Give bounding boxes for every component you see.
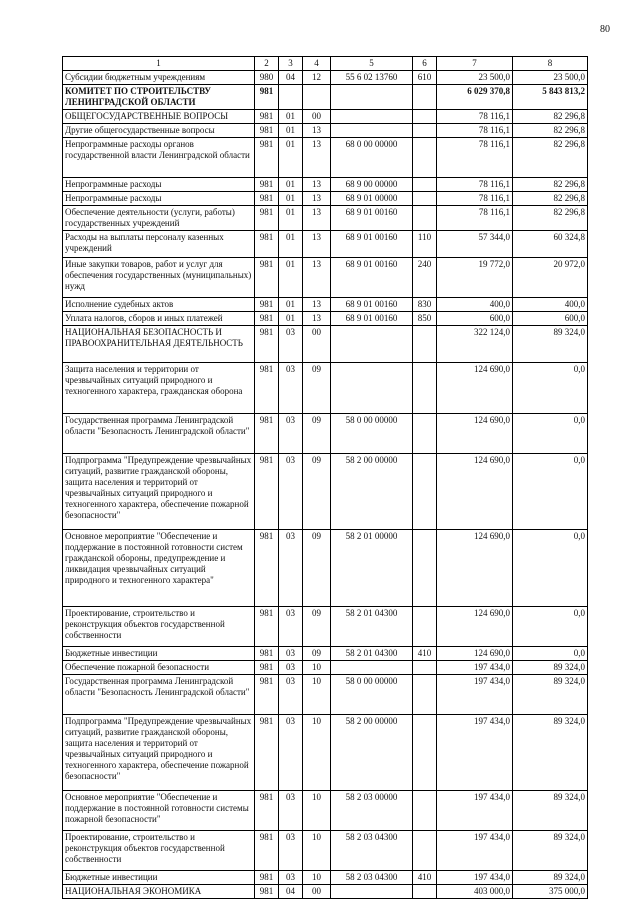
table-row (63, 885, 588, 899)
table-row (63, 71, 588, 85)
subsection-code-cell: 13 (303, 231, 331, 258)
subsection-code-cell: 00 (303, 326, 331, 363)
amount-year2-cell: 400,0 (513, 298, 588, 312)
subsection-code-cell: 13 (303, 192, 331, 206)
subsection-code-cell: 13 (303, 138, 331, 178)
subsection-code-cell: 09 (303, 607, 331, 647)
subsection-code-cell: 10 (303, 715, 331, 791)
table-row (63, 871, 588, 885)
row-name-cell: Непрограммные расходы (63, 178, 255, 192)
row-name-cell: Основное мероприятие "Обеспечение и поддержание в постоянной готовности системы пожарной безопасности" (63, 791, 255, 831)
ministry-code-cell: 981 (255, 607, 279, 647)
amount-year2-cell: 0,0 (513, 647, 588, 661)
column-header: 7 (437, 57, 513, 71)
row-name-cell: Бюджетные инвестиции (63, 871, 255, 885)
subsection-code-cell: 09 (303, 647, 331, 661)
section-code-cell: 01 (279, 258, 303, 298)
ministry-code-cell: 981 (255, 85, 279, 110)
section-code-cell: 03 (279, 831, 303, 871)
row-name-cell: Расходы на выплаты персоналу казенных учреждений (63, 231, 255, 258)
ministry-code-cell: 981 (255, 298, 279, 312)
amount-year2-cell: 0,0 (513, 530, 588, 607)
amount-year2-cell: 89 324,0 (513, 661, 588, 675)
subsection-code-cell: 09 (303, 363, 331, 414)
section-code-cell: 03 (279, 414, 303, 454)
subsection-code-cell: 10 (303, 675, 331, 715)
amount-year1-cell: 197 434,0 (437, 715, 513, 791)
target-code-cell: 58 2 03 00000 (331, 791, 413, 831)
amount-year1-cell: 197 434,0 (437, 871, 513, 885)
table-row (63, 124, 588, 138)
expense-type-cell (413, 454, 437, 530)
expense-type-cell: 240 (413, 258, 437, 298)
table-row (63, 178, 588, 192)
target-code-cell: 68 9 01 00160 (331, 298, 413, 312)
table-row (63, 661, 588, 675)
target-code-cell (331, 85, 413, 110)
amount-year2-cell: 89 324,0 (513, 871, 588, 885)
expense-type-cell (413, 178, 437, 192)
row-name-cell: Подпрограмма "Предупреждение чрезвычайных ситуаций, развитие гражданской обороны, защита населения и территорий от чрезвычайных ситуаций природного и техногенного характера, обеспечение пожарной безопасности" (63, 454, 255, 530)
column-header: 4 (303, 57, 331, 71)
section-code-cell: 03 (279, 607, 303, 647)
target-code-cell: 58 0 00 00000 (331, 414, 413, 454)
row-name-cell: Основное мероприятие "Обеспечение и поддержание в постоянной готовности систем гражданской обороны, предупреждение и ликвидация чрезвычайных ситуаций природного и техногенного характера" (63, 530, 255, 607)
row-name-cell: Проектирование, строительство и реконструкция объектов государственной собственности (63, 607, 255, 647)
ministry-code-cell: 981 (255, 178, 279, 192)
section-code-cell: 03 (279, 675, 303, 715)
amount-year2-cell: 0,0 (513, 454, 588, 530)
section-code-cell: 01 (279, 192, 303, 206)
row-name-cell: Непрограммные расходы (63, 192, 255, 206)
table-row (63, 831, 588, 871)
amount-year2-cell: 89 324,0 (513, 675, 588, 715)
subsection-code-cell: 13 (303, 312, 331, 326)
target-code-cell (331, 110, 413, 124)
budget-table (62, 56, 588, 899)
row-name-cell: Уплата налогов, сборов и иных платежей (63, 312, 255, 326)
table-row (63, 231, 588, 258)
ministry-code-cell: 981 (255, 661, 279, 675)
target-code-cell: 68 9 01 00160 (331, 231, 413, 258)
ministry-code-cell: 981 (255, 647, 279, 661)
amount-year1-cell: 124 690,0 (437, 530, 513, 607)
ministry-code-cell: 981 (255, 110, 279, 124)
amount-year1-cell: 322 124,0 (437, 326, 513, 363)
target-code-cell (331, 661, 413, 675)
amount-year1-cell: 124 690,0 (437, 454, 513, 530)
table-row (63, 647, 588, 661)
target-code-cell: 68 9 01 00000 (331, 192, 413, 206)
expense-type-cell: 850 (413, 312, 437, 326)
column-header: 3 (279, 57, 303, 71)
expense-type-cell: 410 (413, 871, 437, 885)
section-code-cell: 03 (279, 661, 303, 675)
amount-year1-cell: 197 434,0 (437, 675, 513, 715)
target-code-cell (331, 124, 413, 138)
row-name-cell: НАЦИОНАЛЬНАЯ БЕЗОПАСНОСТЬ И ПРАВООХРАНИТЕЛЬНАЯ ДЕЯТЕЛЬНОСТЬ (63, 326, 255, 363)
subsection-code-cell: 12 (303, 71, 331, 85)
amount-year1-cell: 78 116,1 (437, 178, 513, 192)
row-name-cell: Обеспечение пожарной безопасности (63, 661, 255, 675)
row-name-cell: Защита населения и территории от чрезвычайных ситуаций природного и техногенного характера, гражданская оборона (63, 363, 255, 414)
amount-year2-cell: 600,0 (513, 312, 588, 326)
row-name-cell: Государственная программа Ленинградской области "Безопасность Ленинградской области" (63, 414, 255, 454)
amount-year1-cell: 197 434,0 (437, 661, 513, 675)
target-code-cell (331, 326, 413, 363)
row-name-cell: КОМИТЕТ ПО СТРОИТЕЛЬСТВУ ЛЕНИНГРАДСКОЙ ОБЛАСТИ (63, 85, 255, 110)
table-row (63, 85, 588, 110)
table-row (63, 715, 588, 791)
expense-type-cell (413, 326, 437, 363)
table-row (63, 414, 588, 454)
table-row (63, 454, 588, 530)
ministry-code-cell: 981 (255, 258, 279, 298)
amount-year1-cell: 19 772,0 (437, 258, 513, 298)
subsection-code-cell: 13 (303, 206, 331, 231)
amount-year2-cell: 60 324,8 (513, 231, 588, 258)
expense-type-cell (413, 414, 437, 454)
target-code-cell: 68 9 01 00160 (331, 312, 413, 326)
section-code-cell: 04 (279, 71, 303, 85)
table-row (63, 530, 588, 607)
ministry-code-cell: 981 (255, 454, 279, 530)
section-code-cell: 03 (279, 715, 303, 791)
subsection-code-cell: 09 (303, 454, 331, 530)
ministry-code-cell: 981 (255, 192, 279, 206)
expense-type-cell: 610 (413, 71, 437, 85)
section-code-cell: 03 (279, 647, 303, 661)
amount-year1-cell: 124 690,0 (437, 414, 513, 454)
row-name-cell: Государственная программа Ленинградской области "Безопасность Ленинградской области" (63, 675, 255, 715)
target-code-cell: 58 2 01 04300 (331, 647, 413, 661)
ministry-code-cell: 981 (255, 791, 279, 831)
ministry-code-cell: 980 (255, 71, 279, 85)
amount-year2-cell: 0,0 (513, 363, 588, 414)
amount-year2-cell: 82 296,8 (513, 124, 588, 138)
table-row (63, 675, 588, 715)
amount-year2-cell: 82 296,8 (513, 192, 588, 206)
row-name-cell: Обеспечение деятельности (услуги, работы) государственных учреждений (63, 206, 255, 231)
table-row (63, 192, 588, 206)
amount-year1-cell: 78 116,1 (437, 206, 513, 231)
section-code-cell: 03 (279, 530, 303, 607)
amount-year1-cell: 124 690,0 (437, 647, 513, 661)
table-row (63, 206, 588, 231)
expense-type-cell (413, 831, 437, 871)
amount-year1-cell: 78 116,1 (437, 138, 513, 178)
expense-type-cell (413, 206, 437, 231)
section-code-cell: 03 (279, 326, 303, 363)
column-header: 8 (513, 57, 588, 71)
ministry-code-cell: 981 (255, 715, 279, 791)
column-header: 6 (413, 57, 437, 71)
subsection-code-cell: 00 (303, 110, 331, 124)
expense-type-cell (413, 607, 437, 647)
section-code-cell: 03 (279, 454, 303, 530)
amount-year1-cell: 57 344,0 (437, 231, 513, 258)
ministry-code-cell: 981 (255, 414, 279, 454)
section-code-cell (279, 85, 303, 110)
ministry-code-cell: 981 (255, 363, 279, 414)
amount-year1-cell: 600,0 (437, 312, 513, 326)
subsection-code-cell: 13 (303, 258, 331, 298)
target-code-cell: 58 2 03 04300 (331, 871, 413, 885)
ministry-code-cell: 981 (255, 675, 279, 715)
amount-year2-cell: 82 296,8 (513, 110, 588, 124)
row-name-cell: Другие общегосударственные вопросы (63, 124, 255, 138)
amount-year1-cell: 124 690,0 (437, 607, 513, 647)
amount-year1-cell: 197 434,0 (437, 791, 513, 831)
subsection-code-cell (303, 85, 331, 110)
section-code-cell: 01 (279, 178, 303, 192)
subsection-code-cell: 10 (303, 661, 331, 675)
row-name-cell: Подпрограмма "Предупреждение чрезвычайных ситуаций, развитие гражданской обороны, защита населения и территорий от чрезвычайных ситуаций природного и техногенного характера, обеспечение пожарной безопасности" (63, 715, 255, 791)
target-code-cell: 58 2 00 00000 (331, 454, 413, 530)
ministry-code-cell: 981 (255, 885, 279, 899)
amount-year1-cell: 78 116,1 (437, 110, 513, 124)
subsection-code-cell: 10 (303, 831, 331, 871)
amount-year2-cell: 375 000,0 (513, 885, 588, 899)
table-row (63, 607, 588, 647)
target-code-cell (331, 885, 413, 899)
table-row (63, 326, 588, 363)
ministry-code-cell: 981 (255, 231, 279, 258)
amount-year2-cell: 82 296,8 (513, 206, 588, 231)
ministry-code-cell: 981 (255, 831, 279, 871)
expense-type-cell (413, 661, 437, 675)
amount-year2-cell: 0,0 (513, 414, 588, 454)
subsection-code-cell: 09 (303, 414, 331, 454)
amount-year2-cell: 89 324,0 (513, 791, 588, 831)
ministry-code-cell: 981 (255, 871, 279, 885)
section-code-cell: 03 (279, 871, 303, 885)
table-row (63, 298, 588, 312)
ministry-code-cell: 981 (255, 312, 279, 326)
table-row (63, 110, 588, 124)
amount-year2-cell: 82 296,8 (513, 178, 588, 192)
amount-year1-cell: 197 434,0 (437, 831, 513, 871)
row-name-cell: Субсидии бюджетным учреждениям (63, 71, 255, 85)
subsection-code-cell: 10 (303, 871, 331, 885)
amount-year2-cell: 82 296,8 (513, 138, 588, 178)
subsection-code-cell: 13 (303, 298, 331, 312)
section-code-cell: 01 (279, 206, 303, 231)
expense-type-cell: 410 (413, 647, 437, 661)
row-name-cell: Проектирование, строительство и реконструкция объектов государственной собственности (63, 831, 255, 871)
expense-type-cell (413, 715, 437, 791)
expense-type-cell (413, 124, 437, 138)
table-row (63, 363, 588, 414)
amount-year2-cell: 89 324,0 (513, 326, 588, 363)
section-code-cell: 01 (279, 231, 303, 258)
subsection-code-cell: 10 (303, 791, 331, 831)
column-header: 5 (331, 57, 413, 71)
section-code-cell: 01 (279, 110, 303, 124)
amount-year1-cell: 124 690,0 (437, 363, 513, 414)
amount-year1-cell: 78 116,1 (437, 192, 513, 206)
target-code-cell: 58 0 00 00000 (331, 675, 413, 715)
page-number: 80 (600, 24, 610, 35)
ministry-code-cell: 981 (255, 138, 279, 178)
target-code-cell: 58 2 03 04300 (331, 831, 413, 871)
amount-year2-cell: 23 500,0 (513, 71, 588, 85)
subsection-code-cell: 00 (303, 885, 331, 899)
row-name-cell: Бюджетные инвестиции (63, 647, 255, 661)
section-code-cell: 03 (279, 363, 303, 414)
column-number-row (63, 57, 588, 71)
section-code-cell: 01 (279, 124, 303, 138)
expense-type-cell (413, 791, 437, 831)
target-code-cell: 55 6 02 13760 (331, 71, 413, 85)
ministry-code-cell: 981 (255, 124, 279, 138)
row-name-cell: Непрограммные расходы органов государственной власти Ленинградской области (63, 138, 255, 178)
table-row (63, 138, 588, 178)
section-code-cell: 03 (279, 791, 303, 831)
expense-type-cell (413, 138, 437, 178)
expense-type-cell (413, 363, 437, 414)
amount-year2-cell: 0,0 (513, 607, 588, 647)
expense-type-cell (413, 885, 437, 899)
amount-year1-cell: 6 029 370,8 (437, 85, 513, 110)
table-row (63, 791, 588, 831)
amount-year2-cell: 5 843 813,2 (513, 85, 588, 110)
amount-year1-cell: 403 000,0 (437, 885, 513, 899)
amount-year1-cell: 400,0 (437, 298, 513, 312)
target-code-cell: 68 9 00 00000 (331, 178, 413, 192)
target-code-cell: 58 2 00 00000 (331, 715, 413, 791)
amount-year1-cell: 78 116,1 (437, 124, 513, 138)
amount-year2-cell: 89 324,0 (513, 715, 588, 791)
target-code-cell: 58 2 01 00000 (331, 530, 413, 607)
row-name-cell: НАЦИОНАЛЬНАЯ ЭКОНОМИКА (63, 885, 255, 899)
amount-year1-cell: 23 500,0 (437, 71, 513, 85)
target-code-cell: 68 9 01 00160 (331, 258, 413, 298)
subsection-code-cell: 13 (303, 178, 331, 192)
section-code-cell: 01 (279, 312, 303, 326)
expense-type-cell (413, 110, 437, 124)
table-row (63, 258, 588, 298)
expense-type-cell (413, 530, 437, 607)
ministry-code-cell: 981 (255, 206, 279, 231)
subsection-code-cell: 13 (303, 124, 331, 138)
column-header: 2 (255, 57, 279, 71)
ministry-code-cell: 981 (255, 326, 279, 363)
row-name-cell: Исполнение судебных актов (63, 298, 255, 312)
expense-type-cell (413, 85, 437, 110)
target-code-cell (331, 363, 413, 414)
column-header: 1 (63, 57, 255, 71)
section-code-cell: 04 (279, 885, 303, 899)
ministry-code-cell: 981 (255, 530, 279, 607)
target-code-cell: 68 0 00 00000 (331, 138, 413, 178)
expense-type-cell: 110 (413, 231, 437, 258)
row-name-cell: Иные закупки товаров, работ и услуг для обеспечения государственных (муниципальных) нужд (63, 258, 255, 298)
amount-year2-cell: 89 324,0 (513, 831, 588, 871)
target-code-cell: 68 9 01 00160 (331, 206, 413, 231)
subsection-code-cell: 09 (303, 530, 331, 607)
target-code-cell: 58 2 01 04300 (331, 607, 413, 647)
section-code-cell: 01 (279, 298, 303, 312)
expense-type-cell (413, 675, 437, 715)
row-name-cell: ОБЩЕГОСУДАРСТВЕННЫЕ ВОПРОСЫ (63, 110, 255, 124)
section-code-cell: 01 (279, 138, 303, 178)
expense-type-cell: 830 (413, 298, 437, 312)
table-row (63, 312, 588, 326)
amount-year2-cell: 20 972,0 (513, 258, 588, 298)
expense-type-cell (413, 192, 437, 206)
